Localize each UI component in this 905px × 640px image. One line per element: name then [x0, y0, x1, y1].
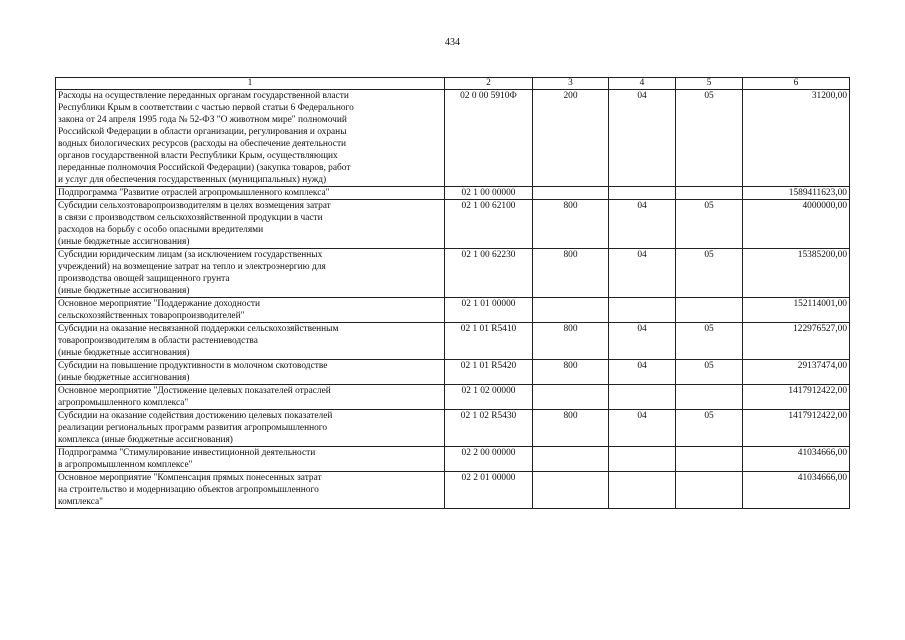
description-line: Республики Крым в соответствии с частью первой статьи 6 Федерального — [58, 103, 354, 113]
row-description — [56, 200, 445, 249]
description-line: реализации региональных программ развития агропромышленного — [58, 423, 328, 433]
expense-type-code — [533, 298, 609, 323]
section-code — [609, 385, 676, 410]
row-description — [56, 385, 445, 410]
description-line: Подпрограмма "Стимулирование инвестиционной деятельности — [58, 448, 316, 458]
row-description — [56, 187, 445, 200]
description-line: Субсидии на повышение продуктивности в молочном скотоводстве — [58, 361, 328, 371]
subsection-code: 05 — [676, 360, 743, 385]
expense-type-code — [533, 187, 609, 200]
amount-value: 1417912422,00 — [743, 410, 850, 447]
row-description — [56, 90, 445, 187]
description-line: сельскохозяйственных товаропроизводителей" — [58, 311, 245, 321]
target-article-code: 02 0 00 5910Ф — [445, 90, 533, 187]
amount-value: 41034666,00 — [743, 447, 850, 472]
table-row — [56, 200, 850, 249]
column-header: 2 — [445, 78, 533, 90]
description-line: учреждений) на возмещение затрат на тепло и электроэнергию для — [58, 262, 326, 272]
budget-table — [55, 77, 850, 509]
amount-value: 4000000,00 — [743, 200, 850, 249]
column-header: 5 — [676, 78, 743, 90]
column-header: 6 — [743, 78, 850, 90]
description-line: комплекса (иные бюджетные ассигнования) — [58, 435, 233, 445]
target-article-code: 02 1 01 R5410 — [445, 323, 533, 360]
description-line: Основное мероприятие "Достижение целевых показателей отраслей — [58, 386, 331, 396]
row-description — [56, 410, 445, 447]
table-row — [56, 410, 850, 447]
amount-value: 15385200,00 — [743, 249, 850, 298]
subsection-code: 05 — [676, 90, 743, 187]
description-line: (иные бюджетные ассигнования) — [58, 237, 190, 247]
amount-value: 122976527,00 — [743, 323, 850, 360]
description-line: производства овощей защищенного грунта — [58, 274, 230, 284]
description-line: (иные бюджетные ассигнования) — [58, 348, 190, 358]
subsection-code: 05 — [676, 410, 743, 447]
section-code — [609, 187, 676, 200]
target-article-code: 02 2 00 00000 — [445, 447, 533, 472]
amount-value: 1589411623,00 — [743, 187, 850, 200]
expense-type-code: 200 — [533, 90, 609, 187]
description-line: (иные бюджетные ассигнования) — [58, 373, 190, 383]
description-line: агропромышленного комплекса" — [58, 398, 189, 408]
table-header-row — [56, 78, 850, 90]
section-code: 04 — [609, 410, 676, 447]
target-article-code: 02 1 01 R5420 — [445, 360, 533, 385]
expense-type-code: 800 — [533, 200, 609, 249]
amount-value: 31200,00 — [743, 90, 850, 187]
section-code: 04 — [609, 200, 676, 249]
subsection-code — [676, 298, 743, 323]
row-description — [56, 298, 445, 323]
subsection-code — [676, 187, 743, 200]
row-description — [56, 360, 445, 385]
row-description — [56, 249, 445, 298]
description-line: в агропромышленном комплексе" — [58, 460, 193, 470]
description-line: Расходы на осуществление переданных органам государственной власти — [58, 91, 349, 101]
section-code: 04 — [609, 360, 676, 385]
description-line: водных биологических ресурсов (расходы на обеспечение деятельности — [58, 139, 347, 149]
table-row — [56, 249, 850, 298]
description-line: Субсидии на оказание содействия достижению целевых показателей — [58, 411, 333, 421]
table-row — [56, 447, 850, 472]
description-line: в связи с производством сельскохозяйственной продукции в части — [58, 213, 323, 223]
section-code: 04 — [609, 249, 676, 298]
description-line: Субсидии на оказание несвязанной поддержки сельскохозяйственным — [58, 324, 339, 334]
description-line: Основное мероприятие "Поддержание доходности — [58, 299, 261, 309]
subsection-code — [676, 385, 743, 410]
amount-value: 1417912422,00 — [743, 385, 850, 410]
section-code — [609, 298, 676, 323]
description-line: переданные полномочия Российской Федерации) (закупка товаров, работ — [58, 163, 351, 173]
row-description — [56, 472, 445, 509]
expense-type-code: 800 — [533, 360, 609, 385]
table-row — [56, 90, 850, 187]
expense-type-code — [533, 472, 609, 509]
amount-value: 29137474,00 — [743, 360, 850, 385]
subsection-code: 05 — [676, 200, 743, 249]
subsection-code — [676, 447, 743, 472]
section-code — [609, 447, 676, 472]
table-row — [56, 323, 850, 360]
row-description — [56, 447, 445, 472]
row-description — [56, 323, 445, 360]
target-article-code: 02 1 00 00000 — [445, 187, 533, 200]
description-line: Субсидии юридическим лицам (за исключением государственных — [58, 250, 323, 260]
description-line: расходов на борьбу с особо опасными вредителями — [58, 225, 264, 235]
description-line: Подпрограмма "Развитие отраслей агропромышленного комплекса" — [58, 188, 330, 198]
subsection-code — [676, 472, 743, 509]
section-code — [609, 472, 676, 509]
target-article-code: 02 1 00 62230 — [445, 249, 533, 298]
description-line: комплекса" — [58, 497, 103, 507]
column-header: 3 — [533, 78, 609, 90]
section-code: 04 — [609, 323, 676, 360]
expense-type-code — [533, 447, 609, 472]
description-line: и услуг для обеспечения государственных (муниципальных) нужд) — [58, 175, 327, 185]
table-row — [56, 187, 850, 200]
description-line: закона от 24 апреля 1995 года № 52-ФЗ "О животном мире" полномочий — [58, 115, 347, 125]
table-row — [56, 385, 850, 410]
target-article-code: 02 1 01 00000 — [445, 298, 533, 323]
description-line: органов государственной власти Республики Крым, осуществляющих — [58, 151, 338, 161]
expense-type-code: 800 — [533, 249, 609, 298]
description-line: товаропроизводителям в области растениеводства — [58, 336, 258, 346]
target-article-code: 02 2 01 00000 — [445, 472, 533, 509]
description-line: (иные бюджетные ассигнования) — [58, 286, 190, 296]
target-article-code: 02 1 02 R5430 — [445, 410, 533, 447]
section-code: 04 — [609, 90, 676, 187]
target-article-code: 02 1 02 00000 — [445, 385, 533, 410]
subsection-code: 05 — [676, 323, 743, 360]
description-line: Российской Федерации в области организации, регулирования и охраны — [58, 127, 347, 137]
target-article-code: 02 1 00 62100 — [445, 200, 533, 249]
table-row — [56, 360, 850, 385]
column-header: 4 — [609, 78, 676, 90]
amount-value: 41034666,00 — [743, 472, 850, 509]
description-line: Основное мероприятие "Компенсация прямых понесенных затрат — [58, 473, 322, 483]
description-line: на строительство и модернизацию объектов агропромышленного — [58, 485, 319, 495]
expense-type-code: 800 — [533, 323, 609, 360]
column-header: 1 — [56, 78, 445, 90]
subsection-code: 05 — [676, 249, 743, 298]
amount-value: 152114001,00 — [743, 298, 850, 323]
description-line: Субсидии сельхозтоваропроизводителям в целях возмещения затрат — [58, 201, 331, 211]
table-row — [56, 472, 850, 509]
expense-type-code — [533, 385, 609, 410]
table-row — [56, 298, 850, 323]
page-number: 434 — [445, 37, 460, 48]
expense-type-code: 800 — [533, 410, 609, 447]
